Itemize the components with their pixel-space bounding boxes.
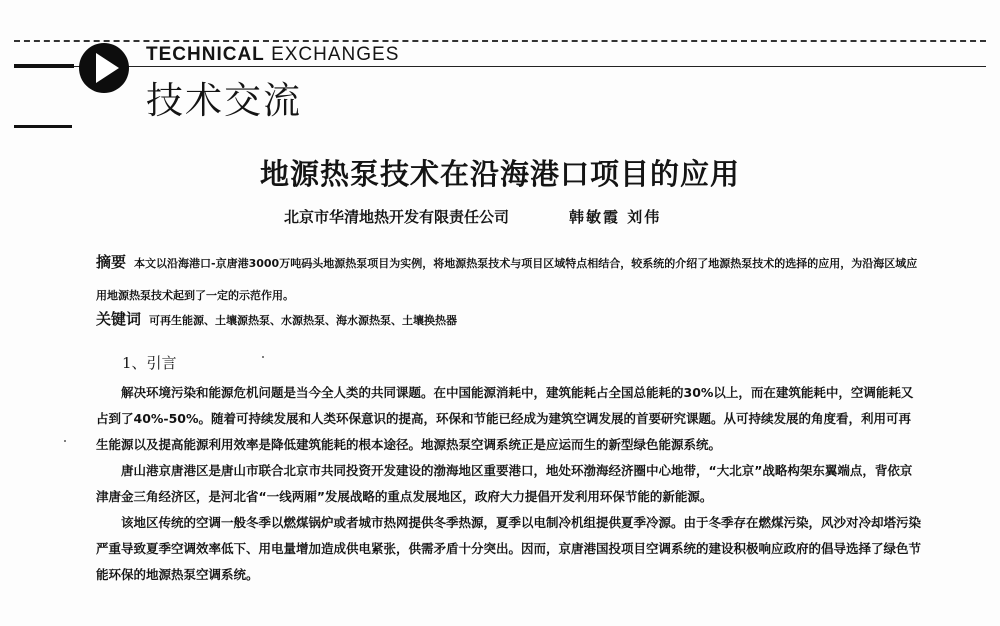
header-bottom-bar <box>14 125 72 128</box>
header-left-bar <box>14 64 74 68</box>
abstract-label: 摘要 <box>96 253 127 271</box>
paragraph: 该地区传统的空调一般冬季以燃煤锅炉或者城市热网提供冬季热源，夏季以电制冷机组提供夏季冷源。由于冬季存在燃煤污染，风沙对冷却塔污染严重导致夏季空调效率低下、用电量增加造成供电紧张，供需矛盾十分突出。因而，京唐港国投项目空调系统的建设积极响应政府的倡导选择了绿色节能环保的地源热泵空调系统。 <box>96 515 922 582</box>
section-heading-introduction: 1、引言 <box>122 354 177 372</box>
scan-speck <box>64 440 66 442</box>
paragraph: 解决环境污染和能源危机问题是当今全人类的共同课题。在中国能源消耗中，建筑能耗占全国总能耗的30%以上，而在建筑能耗中，空调能耗又占到了40%-50%。随着可持续发展和人类环保意识的提高，环保和节能已经成为建筑空调发展的首要研究课题。从可持续发展的角度看，利用可再生能源以及提高能源利用效率是降低建筑能耗的根本途径。地源热泵空调系统正是应运而生的新型绿色能源系统。 <box>96 385 914 452</box>
keywords-text: 可再生能源、土壤源热泵、水源热泵、海水源热泵、土壤换热器 <box>149 314 458 327</box>
article-body <box>96 380 922 588</box>
abstract <box>96 246 922 312</box>
affiliation: 北京市华清地热开发有限责任公司 <box>284 208 510 226</box>
authors: 韩敏霞 刘伟 <box>569 208 662 226</box>
scan-speck <box>262 356 264 358</box>
section-name-english <box>146 44 399 66</box>
keywords <box>96 308 922 329</box>
header-dashed-rule <box>14 40 986 42</box>
play-icon <box>76 40 132 96</box>
paragraph: 唐山港京唐港区是唐山市联合北京市共同投资开发建设的渤海地区重要港口，地处环渤海经济圈中心地带，“大北京”战略构架东翼端点，背依京津唐金三角经济区，是河北省“一线两厢”发展战略的重点发展地区，政府大力提倡开发利用环保节能的新能源。 <box>96 463 913 504</box>
section-name-bold: TECHNICAL <box>146 44 265 65</box>
section-name-chinese: 技术交流 <box>146 79 302 122</box>
article-title: 地源热泵技术在沿海港口项目的应用 <box>259 157 740 191</box>
keywords-label: 关键词 <box>96 310 142 328</box>
section-name-light: EXCHANGES <box>271 44 400 65</box>
abstract-text: 本文以沿海港口-京唐港3000万吨码头地源热泵项目为实例，将地源热泵技术与项目区域特点相结合，较系统的介绍了地源热泵技术的选择的应用，为沿海区域应用地源热泵技术起到了一定的示范作用。 <box>96 257 918 302</box>
byline <box>284 206 661 227</box>
header-rule <box>14 66 986 67</box>
